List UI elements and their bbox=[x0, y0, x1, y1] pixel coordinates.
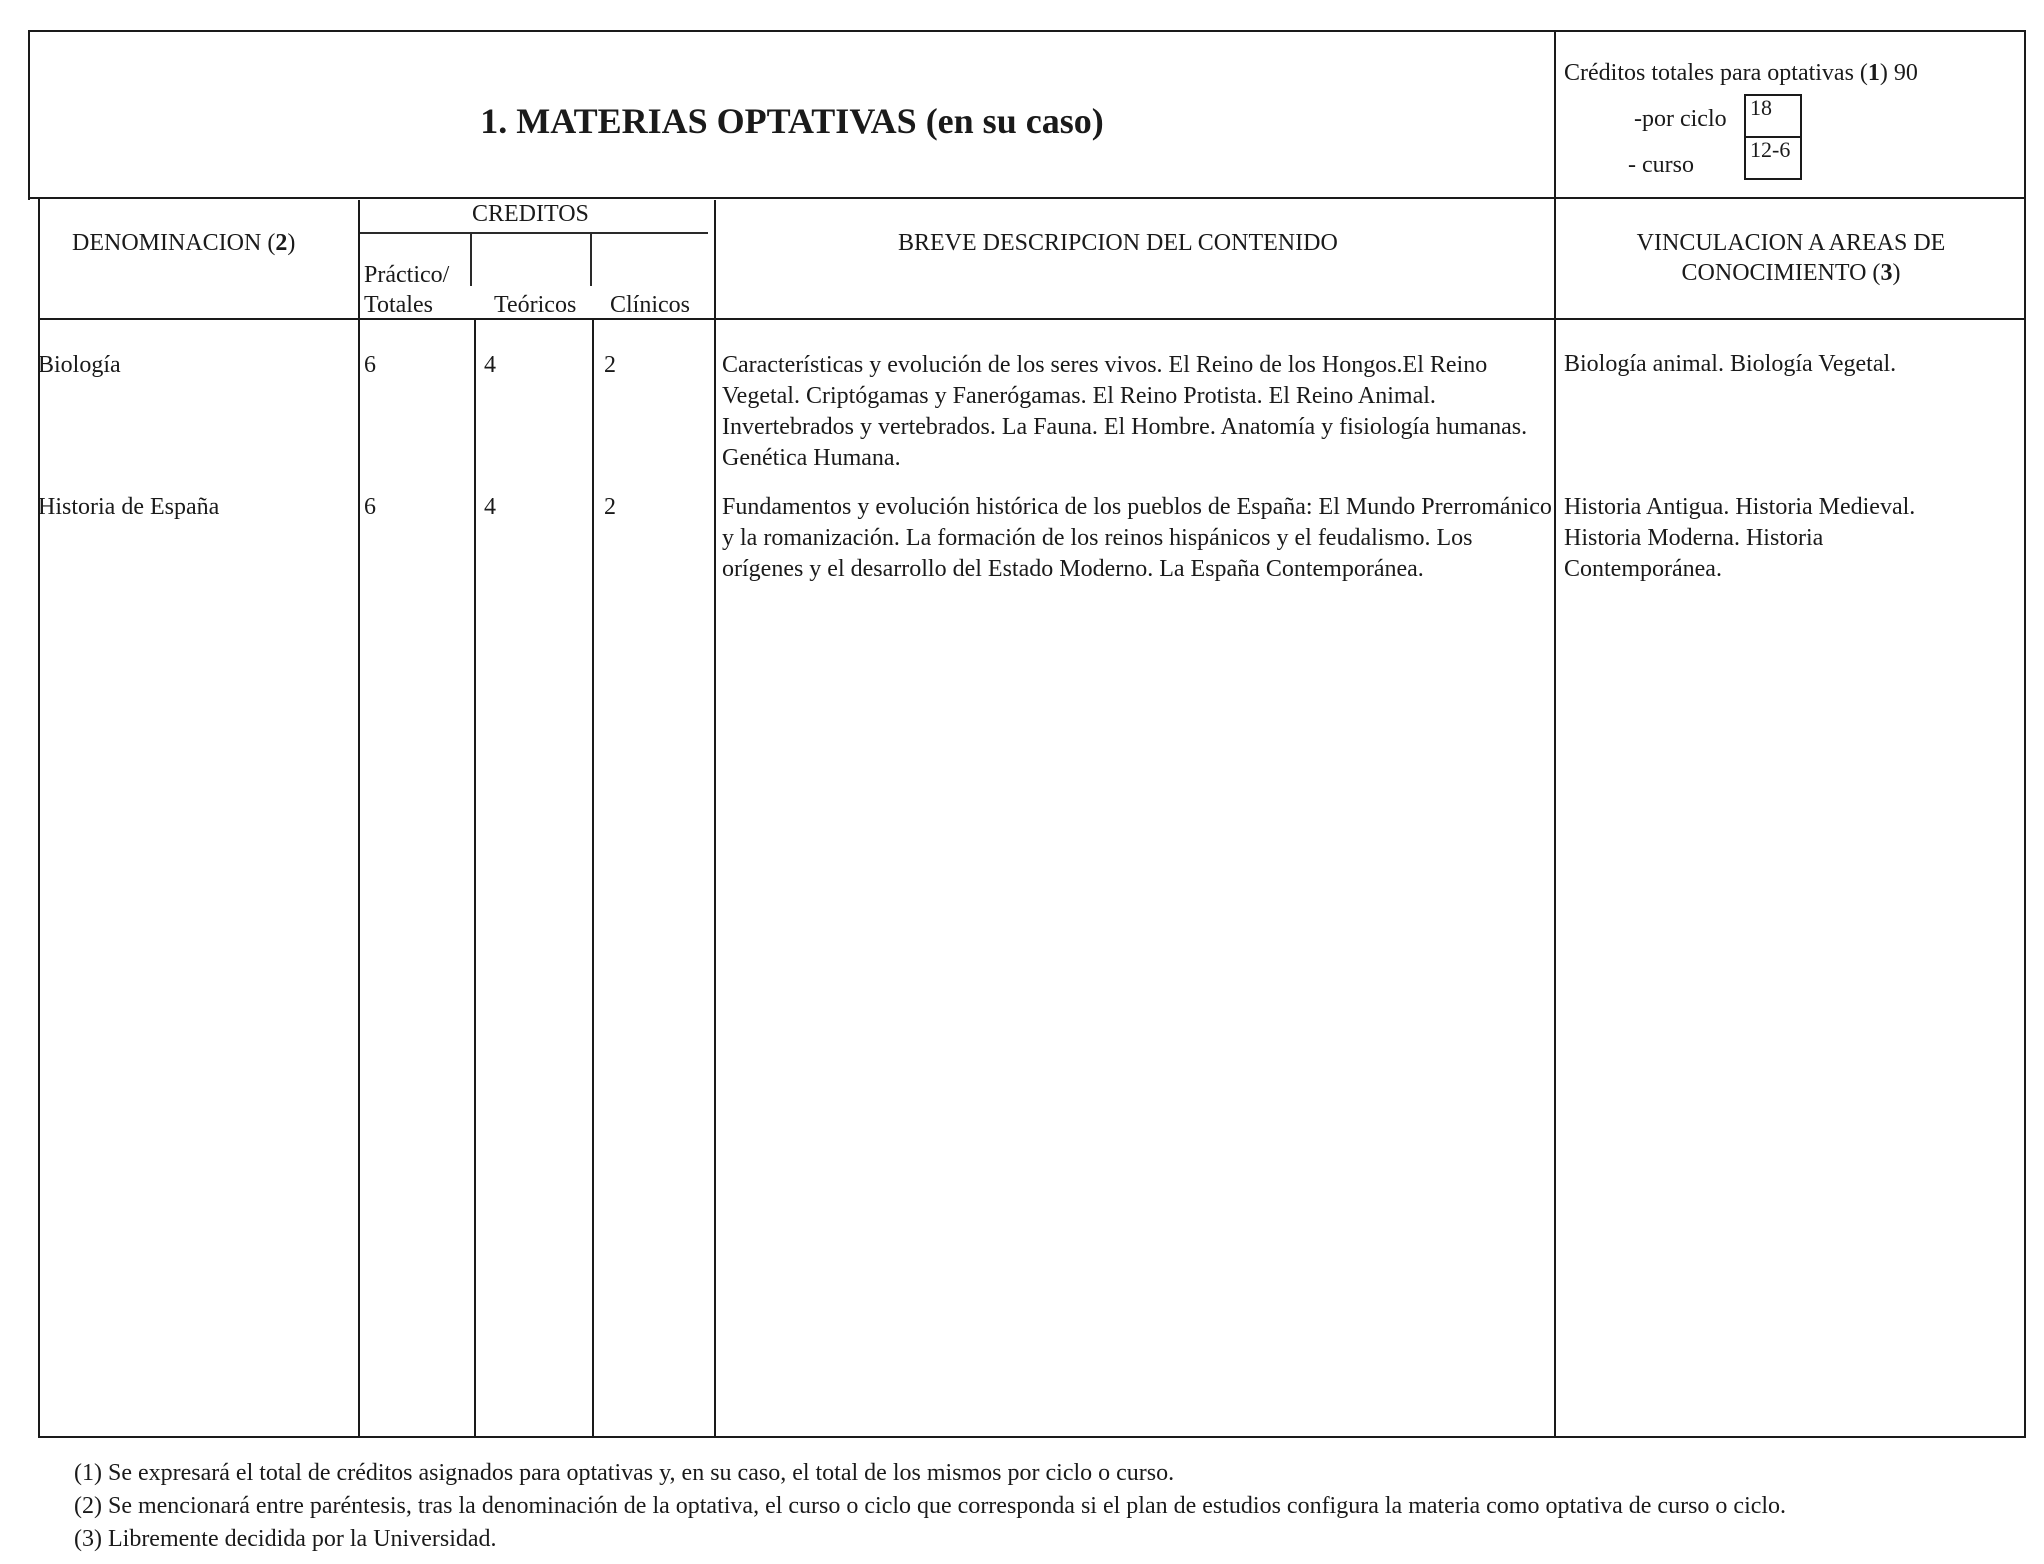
footnote-2: (2) Se mencionará entre paréntesis, tras la denominación de la optativa, el curso o ciclo que corresponda si el plan de estudios configura la materia como optativa de curso o ciclo. bbox=[74, 1493, 1787, 1519]
col-divider-denominacion bbox=[358, 200, 360, 1438]
col-divider-descripcion bbox=[1554, 197, 1556, 1438]
row1-denominacion: Biología bbox=[38, 352, 121, 378]
total-credits-label: Créditos totales para optativas (1) 90 bbox=[1564, 60, 1918, 86]
col-header-denominacion: DENOMINACION (2) bbox=[72, 230, 296, 256]
row1-vinculacion: Biología animal. Biología Vegetal. bbox=[1564, 351, 1897, 377]
curso-value: 12-6 bbox=[1750, 137, 1791, 162]
total-credits-value: 90 bbox=[1893, 60, 1918, 86]
row1-totales: 6 bbox=[364, 352, 376, 378]
col-header-creditos: CREDITOS bbox=[472, 201, 589, 227]
col-header-descripcion: BREVE DESCRIPCION DEL CONTENIDO bbox=[898, 230, 1338, 256]
por-ciclo-label: -por ciclo bbox=[1634, 106, 1727, 132]
row1-descripcion: Características y evolución de los seres vivos. El Reino de los Hongos.El Reino Vegetal. Criptógamas y Fanerógamas. El Reino Protista. El Reino Animal. Invertebrados y vertebrados. La Fauna. El Hombre. Anatomía y fisiología humanas. Genética Humana. bbox=[722, 352, 1528, 471]
col-divider-teoricos bbox=[592, 318, 594, 1438]
row2-denominacion: Historia de España bbox=[38, 494, 220, 520]
curso-label: - curso bbox=[1628, 152, 1694, 178]
creditos-subdivider-2 bbox=[590, 234, 592, 286]
col-divider-totales bbox=[474, 318, 476, 1438]
title-top-border bbox=[28, 30, 2026, 32]
col-header-practico: Práctico/ bbox=[364, 262, 450, 288]
table-right-border bbox=[2024, 197, 2026, 1438]
row2-vinculacion: Historia Antigua. Historia Medieval. Historia Moderna. Historia Contemporánea. bbox=[1564, 494, 1916, 582]
curso-box bbox=[1744, 136, 1802, 180]
row2-totales: 6 bbox=[364, 494, 376, 520]
table-left-border bbox=[38, 197, 40, 1438]
table-bottom-border bbox=[38, 1436, 2026, 1438]
row2-clinicos: 2 bbox=[604, 494, 616, 520]
col-header-clinicos: Clínicos bbox=[610, 292, 691, 318]
page-title: 1. MATERIAS OPTATIVAS (en su caso) bbox=[480, 101, 1104, 141]
col-header-totales: Totales bbox=[364, 292, 433, 318]
table-top-border bbox=[34, 197, 2026, 199]
row2-descripcion: Fundamentos y evolución histórica de los pueblos de España: El Mundo Prerrománico y la romanización. La formación de los reinos hispánicos y el feudalismo. Los orígenes y el desarrollo del Estado Moderno. La España Contemporánea. bbox=[722, 494, 1552, 582]
col-header-teoricos: Teóricos bbox=[494, 292, 577, 318]
creditos-underline bbox=[360, 232, 708, 234]
footnote-3: (3) Libremente decidida por la Universidad. bbox=[74, 1526, 497, 1552]
row1-clinicos: 2 bbox=[604, 352, 616, 378]
row1-teoricos: 4 bbox=[484, 352, 496, 378]
por-ciclo-value: 18 bbox=[1750, 95, 1772, 120]
row2-teoricos: 4 bbox=[484, 494, 496, 520]
por-ciclo-box bbox=[1744, 94, 1802, 138]
col-divider-clinicos bbox=[714, 200, 716, 1438]
footnote-1: (1) Se expresará el total de créditos asignados para optativas y, en su caso, el total de los mismos por ciclo o curso. bbox=[74, 1460, 1175, 1486]
creditos-subdivider-1 bbox=[470, 234, 472, 286]
title-right-border bbox=[2024, 30, 2026, 200]
col-header-vinculacion: VINCULACION A AREAS DE CONOCIMIENTO (3) bbox=[1636, 230, 1946, 286]
header-bottom-border bbox=[38, 318, 2026, 320]
